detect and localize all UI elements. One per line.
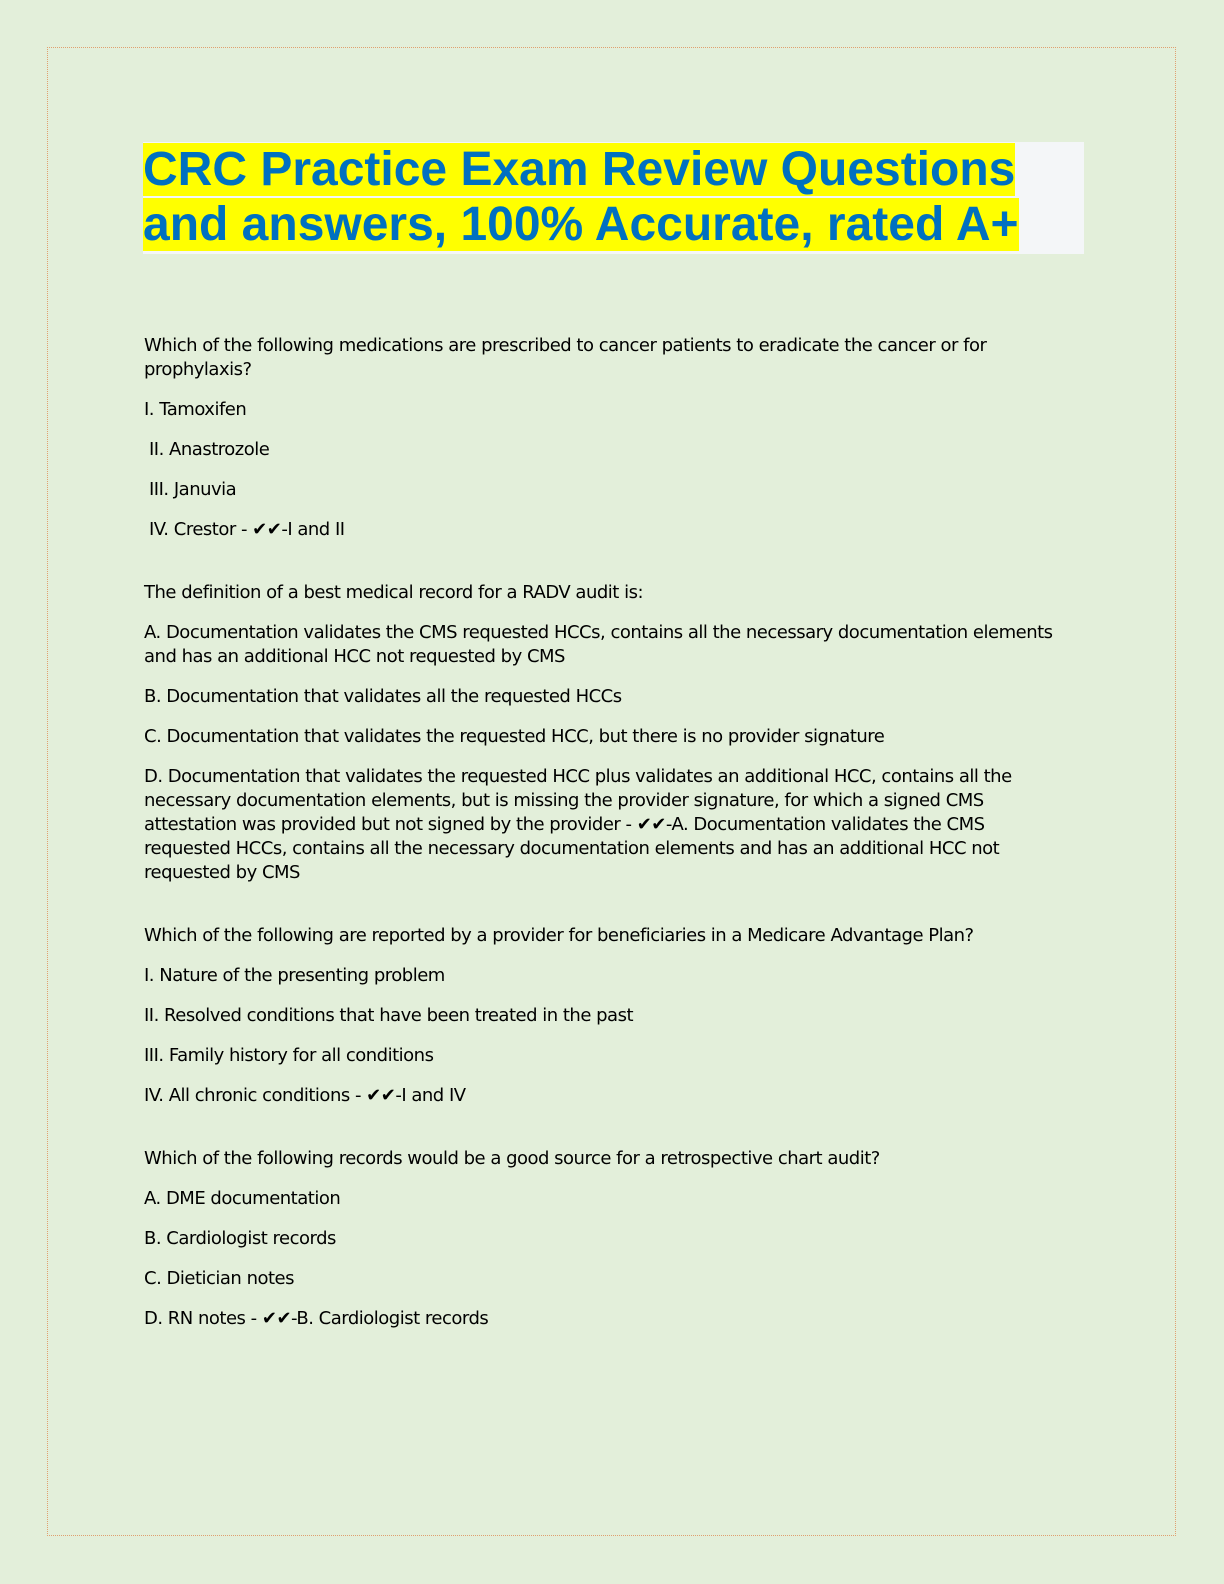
- option-text: II. Anastrozole: [149, 439, 270, 460]
- option-answer-text: D. Documentation that validates the requested HCC plus validates an additional HCC, contains all the necessary documentation elements, but is missing the provider signature, for which a signed CMS attestation was provided but not signed by the provider - ✔✔-A. Documentation validates the CMS requested HCCs, contains all the necessary documentation elements and has an additional HCC not requested by CMS: [144, 766, 1012, 883]
- option-answer-text: IV. All chronic conditions - ✔✔-I and IV: [144, 1085, 466, 1106]
- option-text: B. Cardiologist records: [144, 1228, 336, 1249]
- question-block: [144, 924, 1064, 1108]
- option-text: I. Tamoxifen: [144, 399, 247, 420]
- question-text: Which of the following records would be a good source for a retrospective chart audit?: [144, 1148, 880, 1169]
- question-block: [144, 581, 1064, 885]
- option-text: III. Januvia: [149, 479, 237, 500]
- title-line-2: and answers, 100% Accurate, rated A+: [143, 198, 1019, 251]
- option-text: II. Resolved conditions that have been treated in the past: [144, 1005, 634, 1026]
- question-block: [144, 1147, 1064, 1331]
- option-text: III. Family history for all conditions: [144, 1045, 434, 1066]
- title-line-1: CRC Practice Exam Review Questions: [143, 143, 1016, 196]
- question-list: [144, 334, 1064, 1370]
- option-text: A. DME documentation: [144, 1188, 341, 1209]
- option-text: C. Dietician notes: [144, 1268, 294, 1289]
- question-text: Which of the following medications are prescribed to cancer patients to eradicate the cancer or for prophylaxis?: [144, 335, 987, 380]
- question-text: The definition of a best medical record for a RADV audit is:: [144, 582, 644, 603]
- option-text: C. Documentation that validates the requested HCC, but there is no provider signature: [144, 726, 885, 747]
- option-text: I. Nature of the presenting problem: [144, 965, 445, 986]
- option-answer-text: D. RN notes - ✔✔-B. Cardiologist records: [144, 1308, 489, 1329]
- option-text: B. Documentation that validates all the requested HCCs: [144, 686, 622, 707]
- question-block: [144, 334, 1064, 542]
- title-block: [143, 142, 1084, 254]
- document-title: [143, 142, 1084, 252]
- option-text: A. Documentation validates the CMS requested HCCs, contains all the necessary documentation elements and has an additional HCC not requested by CMS: [144, 622, 1053, 667]
- option-answer-text: IV. Crestor - ✔✔-I and II: [149, 519, 345, 540]
- question-text: Which of the following are reported by a provider for beneficiaries in a Medicare Advantage Plan?: [144, 925, 974, 946]
